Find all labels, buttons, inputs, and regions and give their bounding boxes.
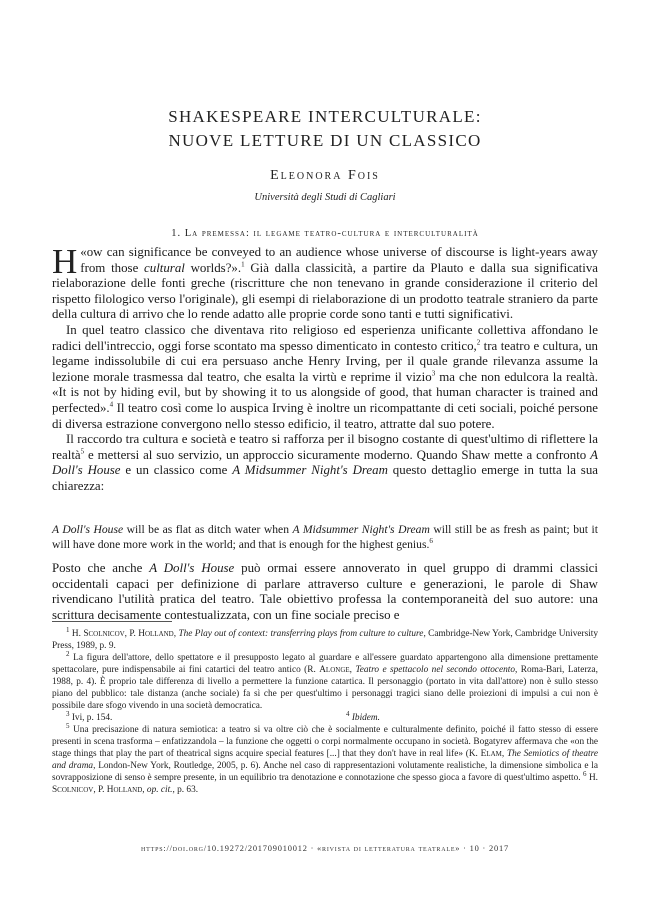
paragraph-1 xyxy=(52,242,598,323)
footnote-number: 2 xyxy=(66,649,70,658)
footnote-text: , Cambridge-New York, Cambridge University Press, 1989, p. 9. xyxy=(52,629,599,651)
text-run: e un classico come xyxy=(120,463,233,478)
paragraph-2 xyxy=(52,323,598,432)
text-run: tra teatro e cultura, un legame indissolubile di cui era persuaso anche Henry Irving, per il quale grande rilevanza assume la lezione morale trasmessa dal teatro, che esalta la virtù e reprime il vizio xyxy=(52,338,598,384)
text-run: will be as flat as ditch water when xyxy=(123,523,293,536)
footnote-text: , Roma-Bari, Laterza, 1988, p. 4). È proprio tale differenza di livello a permettere la funzione catartica. Il personaggio (portato in vita dall'attore) non è sullo stesso piano del pubblico: tale distanza (anche sociale) fa sì che per quest'ultimo i personaggi tragici siano delle proiezioni di impulsi a cui non è possibile dare sfogo vivendo in una società democratica. xyxy=(52,665,599,711)
footnote-divider xyxy=(52,621,172,622)
footnote-text: Ivi, p. 154. xyxy=(71,713,113,723)
text-run-italic: A Midsummer Night's Dream xyxy=(232,463,388,478)
footnote-author: H. Scolnicov, P. Holland, xyxy=(52,773,598,795)
page-footer: https://doi.org/10.19272/201709010012 · «rivista di letteratura teatrale» · 10 · 2017 xyxy=(141,844,509,853)
article-title-line-2: NUOVE LETTURE DI UN CLASSICO xyxy=(168,131,482,150)
footnote-text: , London-New York, Routledge, 2005, p. 6). Anche nel caso di rappresentazioni volutamente realistiche, la dimensione simbolica e la sovrapposizione di senso è sempre presente, in un equilibrio tra denotazione e connotazione che spesso gioca a favore di quest'ultimo aspetto. xyxy=(52,761,598,783)
text-run: può ormai essere annoverato in quel gruppo di drammi classici occidentali capaci per definizione di parlare attraverso culture e generazioni, le parole di Shaw rivendicano l'utilità pratica del teatro. Tale obiettivo professa la contemporaneità del suo autore: una scrittura decisamente contestualizzata, con un fine sociale preciso e xyxy=(52,561,598,622)
footnote-ref-3[interactable]: 3 xyxy=(431,369,436,378)
footnote-text: , p. 63. xyxy=(172,785,199,795)
section-heading: 1. La premessa: il legame teatro-cultura e interculturalità xyxy=(171,228,479,239)
block-quote xyxy=(52,523,598,552)
footnote-4 xyxy=(346,709,380,724)
footnote-title: Teatro e spettacolo nel secondo ottocento xyxy=(355,665,515,675)
footnote-number: 3 xyxy=(66,709,70,718)
footnote-ref-5[interactable]: 5 xyxy=(80,447,85,456)
footnote-text: Una precisazione di natura semiotica: a teatro si va oltre ciò che è socialmente e culturalmente definito, poiché il fatto stesso di essere presenti in scena trasforma – enfatizzandola – la funzione che oggetti o corpi normalmente occupano in società. Bogatyrev affermava che «on the stage things that play the part of theatrical signs acquire special features [...] that they don't have in real life» (K. xyxy=(52,725,598,759)
drop-cap: H xyxy=(52,242,78,281)
text-run-italic: A Doll's House xyxy=(52,523,124,536)
text-run: worlds?». xyxy=(184,260,242,275)
footnote-ref-1[interactable]: 1 xyxy=(241,260,245,269)
text-run-italic: cultural xyxy=(144,260,185,275)
footnote-author: H. Scolnicov, P. Holland, xyxy=(71,629,177,639)
text-run: Il teatro così come lo auspica Irving è inoltre un ricompattante di ceti sociali, poiché persone di diversa estrazione convergono nello stesso edificio, il teatro, attratte dal suo potere. xyxy=(52,400,598,431)
footnote-text: La figura dell'attore, dello spettatore e il presupposto legato al guardare e all'essere guardato appartengono alla dimensione prettamente spettacolare, pure indispensabile ai fini catartici del teatro antico (R. xyxy=(52,653,598,675)
text-run: e mettersi al suo servizio, un approccio sicuramente moderno. Quando Shaw mette a confronto xyxy=(84,447,591,462)
text-run: In quel teatro classico che diventava rito religioso ed esperienza unificante collettiva affondano le radici dell'intreccio, oggi forse scontato ma spesso dimenticato in contesto critico, xyxy=(52,322,598,353)
footnote-ref-6[interactable]: 6 xyxy=(429,536,433,545)
text-run-italic: A Doll's House xyxy=(149,561,235,575)
footnote-title: The Semiotics of theatre and drama xyxy=(52,749,598,771)
open-quote: « xyxy=(80,245,87,259)
body-text-bottom xyxy=(52,561,598,623)
text-run: ow can significance be conveyed to an audience whose universe of discourse is light-years away from those xyxy=(80,245,598,275)
text-run-italic: A Doll's House xyxy=(52,447,598,478)
footnote-5 xyxy=(52,721,598,796)
author-name: Eleonora Fois xyxy=(270,168,380,183)
text-run-italic: A Midsummer Night's Dream xyxy=(292,523,430,536)
footnote-number: 1 xyxy=(66,625,70,634)
text-run: Posto che anche xyxy=(52,561,150,575)
author-affiliation: Università degli Studi di Cagliari xyxy=(254,192,396,203)
text-run: questo dettaglio emerge in tutta la sua chiarezza: xyxy=(52,463,598,493)
text-run: Già dalla classicità, a partire da Plauto e dalla sua significativa rielaborazione delle fonti greche (riscritture che non tenevano in grande considerazione il criterio del rispetto filologico verso l'originale), gli esempi di rielaborazione di un prodotto teatrale straniero da parte della cultura di arrivo che lo rende adatto alle proprie corde sono tanti e tutti significativi. xyxy=(52,260,598,322)
footnote-title: op. cit. xyxy=(146,785,173,795)
footnote-3 xyxy=(52,709,346,724)
footnote-title: The Play out of context: transferring plays from culture to culture xyxy=(178,629,424,639)
footnote-text: Ibidem. xyxy=(351,713,380,723)
footnote-number: 4 xyxy=(346,709,350,718)
footnote-number: 5 xyxy=(66,721,70,730)
footnote-author: Alonge, xyxy=(319,665,352,675)
footnote-ref-2[interactable]: 2 xyxy=(476,338,481,347)
footnote-author: Elam, xyxy=(480,749,505,759)
footnote-ref-4[interactable]: 4 xyxy=(109,400,114,409)
footnote-row-3-4 xyxy=(52,709,598,724)
text-run: will still be as fresh as paint; but it will have done more work in the world; and that is enough for the highest genius. xyxy=(52,523,598,551)
footnote-2 xyxy=(52,649,599,712)
body-text-top xyxy=(52,242,598,495)
article-title-line-1: SHAKESPEARE INTERCULTURALE: xyxy=(168,107,482,126)
text-run: Il raccordo tra cultura e società e teatro si rafforza per il bisogno costante di quest'ultimo di riflettere la realtà xyxy=(52,432,598,462)
quote-paragraph xyxy=(52,523,598,552)
paragraph-4 xyxy=(52,561,598,623)
paragraph-3 xyxy=(52,432,598,494)
footnote-1 xyxy=(52,625,599,652)
footnotes xyxy=(52,625,599,796)
text-run: ma che non edulcora la realtà. «It is not by hiding evil, but by showing it to us alongside of good, that human character is trained and perfected». xyxy=(52,369,598,415)
footnote-number: 6 xyxy=(583,769,587,778)
